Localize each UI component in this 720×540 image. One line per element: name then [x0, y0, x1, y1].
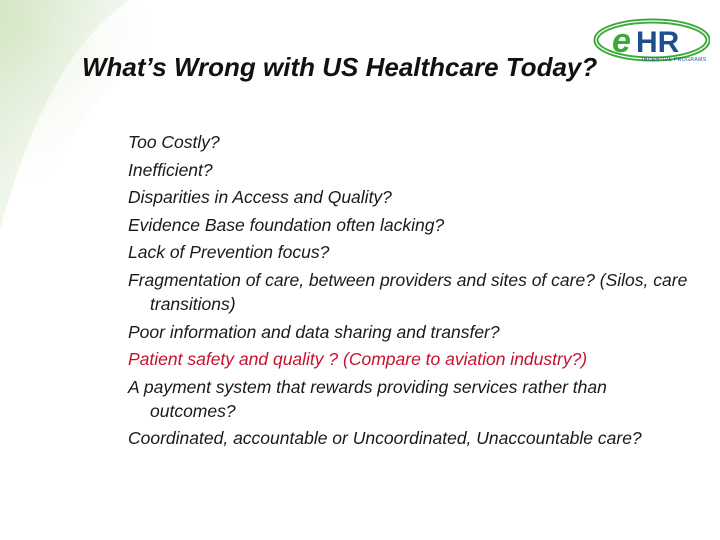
- bullet-list: [128, 130, 688, 454]
- bullet-item: Lack of Prevention focus?: [128, 242, 330, 263]
- svg-text:e: e: [612, 22, 631, 60]
- bullet-item-highlight: Patient safety and quality ? (Compare to aviation industry?): [128, 349, 588, 370]
- bullet-item: Coordinated, accountable or Uncoordinated, Unaccountable care?: [128, 428, 642, 449]
- bullet-item: A payment system that rewards providing services rather than outcomes?: [128, 376, 607, 421]
- bullet-item: Evidence Base foundation often lacking?: [128, 214, 445, 235]
- bullet-item: Fragmentation of care, between providers and sites of care? (Silos, care transitions): [128, 269, 688, 314]
- bullet-item: Too Costly?: [128, 132, 220, 152]
- bullet-item: Inefficient?: [128, 159, 213, 180]
- ehr-logo-mark: [590, 18, 710, 74]
- bullet-item: Disparities in Access and Quality?: [128, 187, 392, 208]
- slide-title: What’s Wrong with US Healthcare Today?: [82, 52, 598, 82]
- logo-tagline: INCENTIVE PROGRAMS: [642, 57, 707, 63]
- ehr-logo: [590, 18, 710, 74]
- svg-text:HR: HR: [636, 26, 680, 59]
- bullet-item: Poor information and data sharing and transfer?: [128, 321, 500, 342]
